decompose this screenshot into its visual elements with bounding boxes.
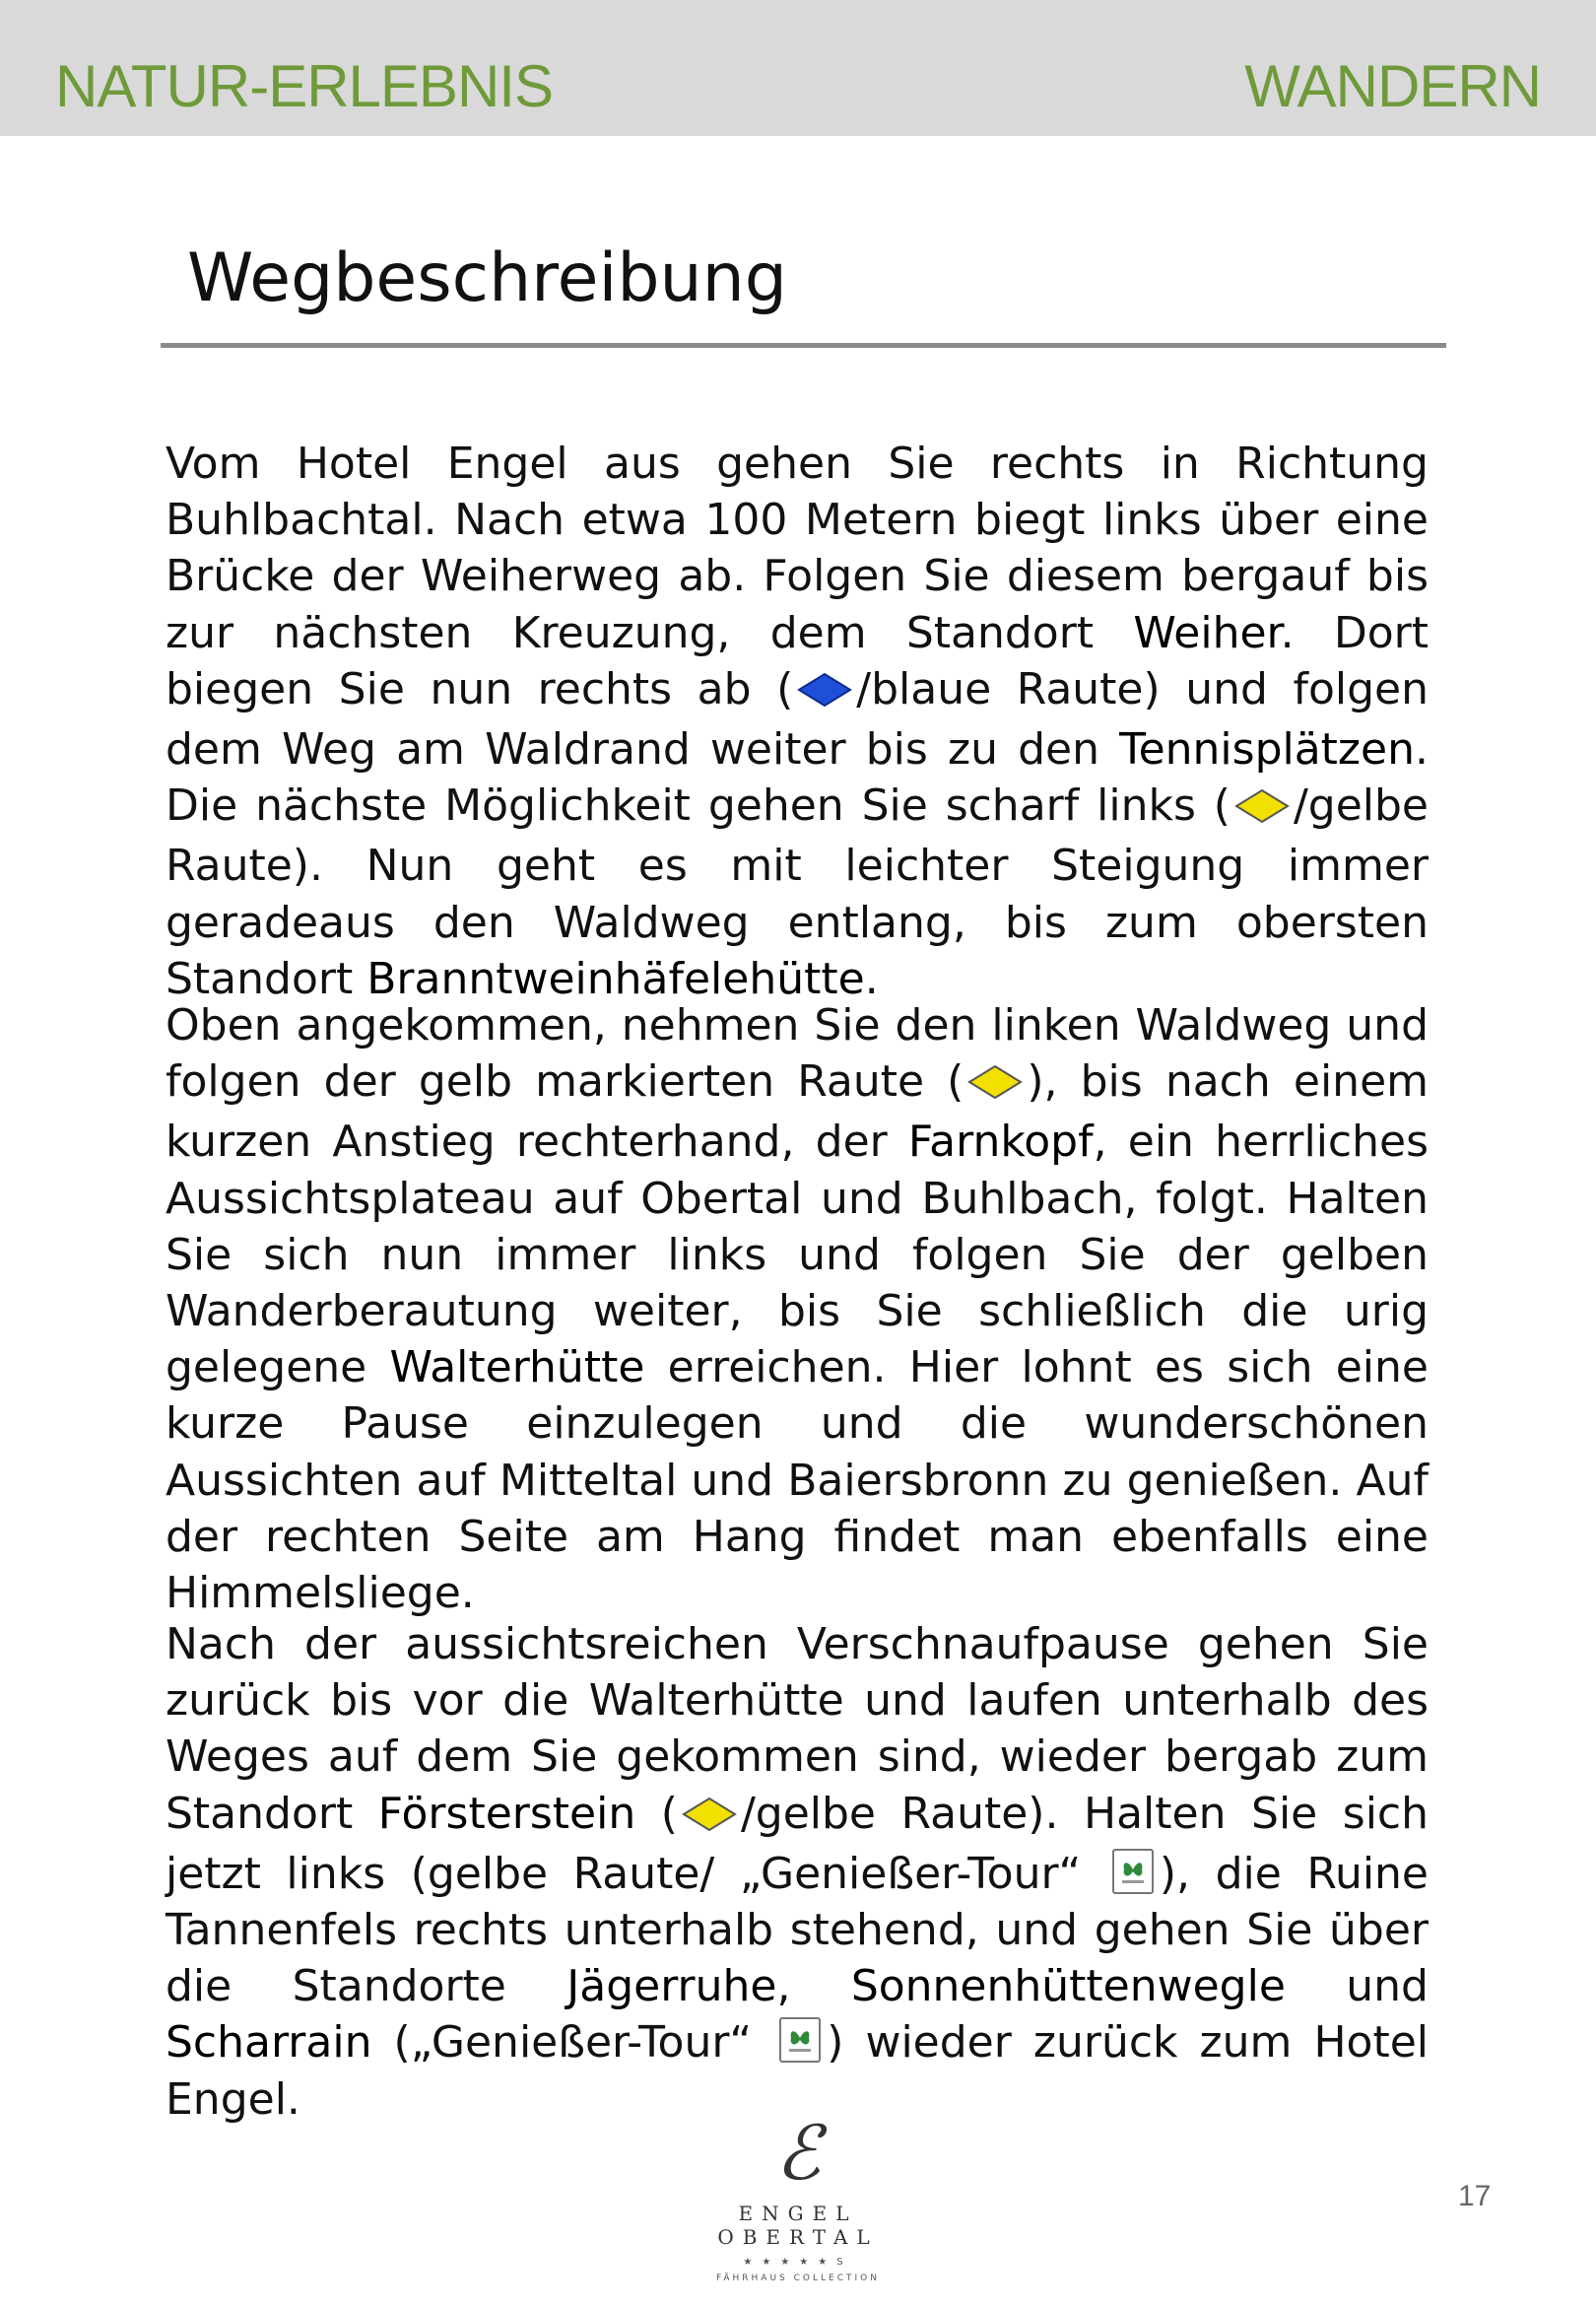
yellow-diamond-icon: [967, 1057, 1023, 1114]
logo-subtitle: FÄHRHAUS COLLECTION: [716, 2273, 880, 2283]
place-name: Sonnenhüttenwegle: [850, 1961, 1286, 2012]
yellow-diamond-icon: [1234, 781, 1290, 838]
place-name: Farnkopf: [907, 1117, 1094, 1168]
page-number: 17: [1458, 2180, 1492, 2212]
geniesser-tour-icon: [1112, 1849, 1154, 1894]
place-name: Jägerruhe: [566, 1961, 777, 2012]
place-name: Scharrain: [166, 2017, 372, 2069]
geniesser-tour-icon: [779, 2017, 821, 2063]
place-name: Försterstein: [377, 1788, 636, 1839]
paragraph-1: Vom Hotel Engel aus gehen Sie rechts in Richtung Buhlbachtal. Nach etwa 100 Metern biegt links über eine Brücke der Weiherweg ab. Folgen Sie diesem bergauf bis zur nächsten Kreuzung, dem Standort Weiher. Dort biegen Sie nun rechts ab ( /blaue Raute) und folgen dem Weg am Waldrand weiter bis zu den Tennisplätzen. Die nächste Möglichkeit gehen Sie scharf links ( /gelbe Raute). Nun geht es mit leichter Steigung immer geradeaus den Waldweg entlang, bis zum obersten Standort Branntweinhäfelehütte.: [166, 439, 1429, 1004]
place-name: Branntweinhäfelehütte: [366, 953, 865, 1004]
yellow-diamond-icon: [682, 1790, 737, 1846]
page-title: Wegbeschreibung: [187, 239, 787, 317]
place-name: Walterhütte: [389, 1342, 645, 1393]
hotel-logo: [675, 2109, 921, 2283]
paragraph-3: Nach der aussichtsreichen Verschnaufpause gehen Sie zurück bis vor die Walterhütte und laufen unterhalb des Weges auf dem Sie gekommen sind, wieder bergab zum Standort Försterstein ( /gelbe Raute). Halten Sie sich jetzt links (gelbe Raute/ „Genießer-Tour“ ), die Ruine Tannenfels rechts unterhalb stehend, und gehen Sie über die Standorte Jägerruhe, Sonnenhüttenwegle und Scharrain („Genießer-Tour“ ) wieder zurück zum Hotel Engel.: [166, 1619, 1430, 2125]
title-divider: [161, 343, 1446, 348]
header-section: WANDERN: [1244, 53, 1541, 119]
blue-diamond-icon: [797, 665, 852, 721]
page-header: [0, 0, 1596, 136]
header-category: NATUR-ERLEBNIS: [55, 53, 553, 119]
logo-monogram-icon: ℰ: [774, 2109, 821, 2197]
logo-stars: ★★★★★S: [743, 2257, 853, 2268]
place-name: Weiher: [1133, 607, 1281, 658]
logo-name: ENGEL OBERTAL: [717, 2202, 879, 2249]
paragraph-2: Oben angekommen, nehmen Sie den linken Waldweg und folgen der gelb markierten Raute ( ), bis nach einem kurzen Anstieg rechterhand, der Farnkopf, ein herrliches Aussichtsplateau auf Obertal und Buhlbach, folgt. Halten Sie sich nun immer links und folgen Sie der gelben Wanderberautung weiter, bis Sie schließlich die urig gelegene Walterhütte erreichen. Hier lohnt es sich eine kurze Pause einzulegen und die wunderschönen Aussichten auf Mitteltal und Baiersbronn zu genießen. Auf der rechten Seite am Hang findet man ebenfalls eine Himmelsliege.: [166, 1000, 1429, 1619]
place-name: Tennisplätzen: [1119, 724, 1415, 776]
